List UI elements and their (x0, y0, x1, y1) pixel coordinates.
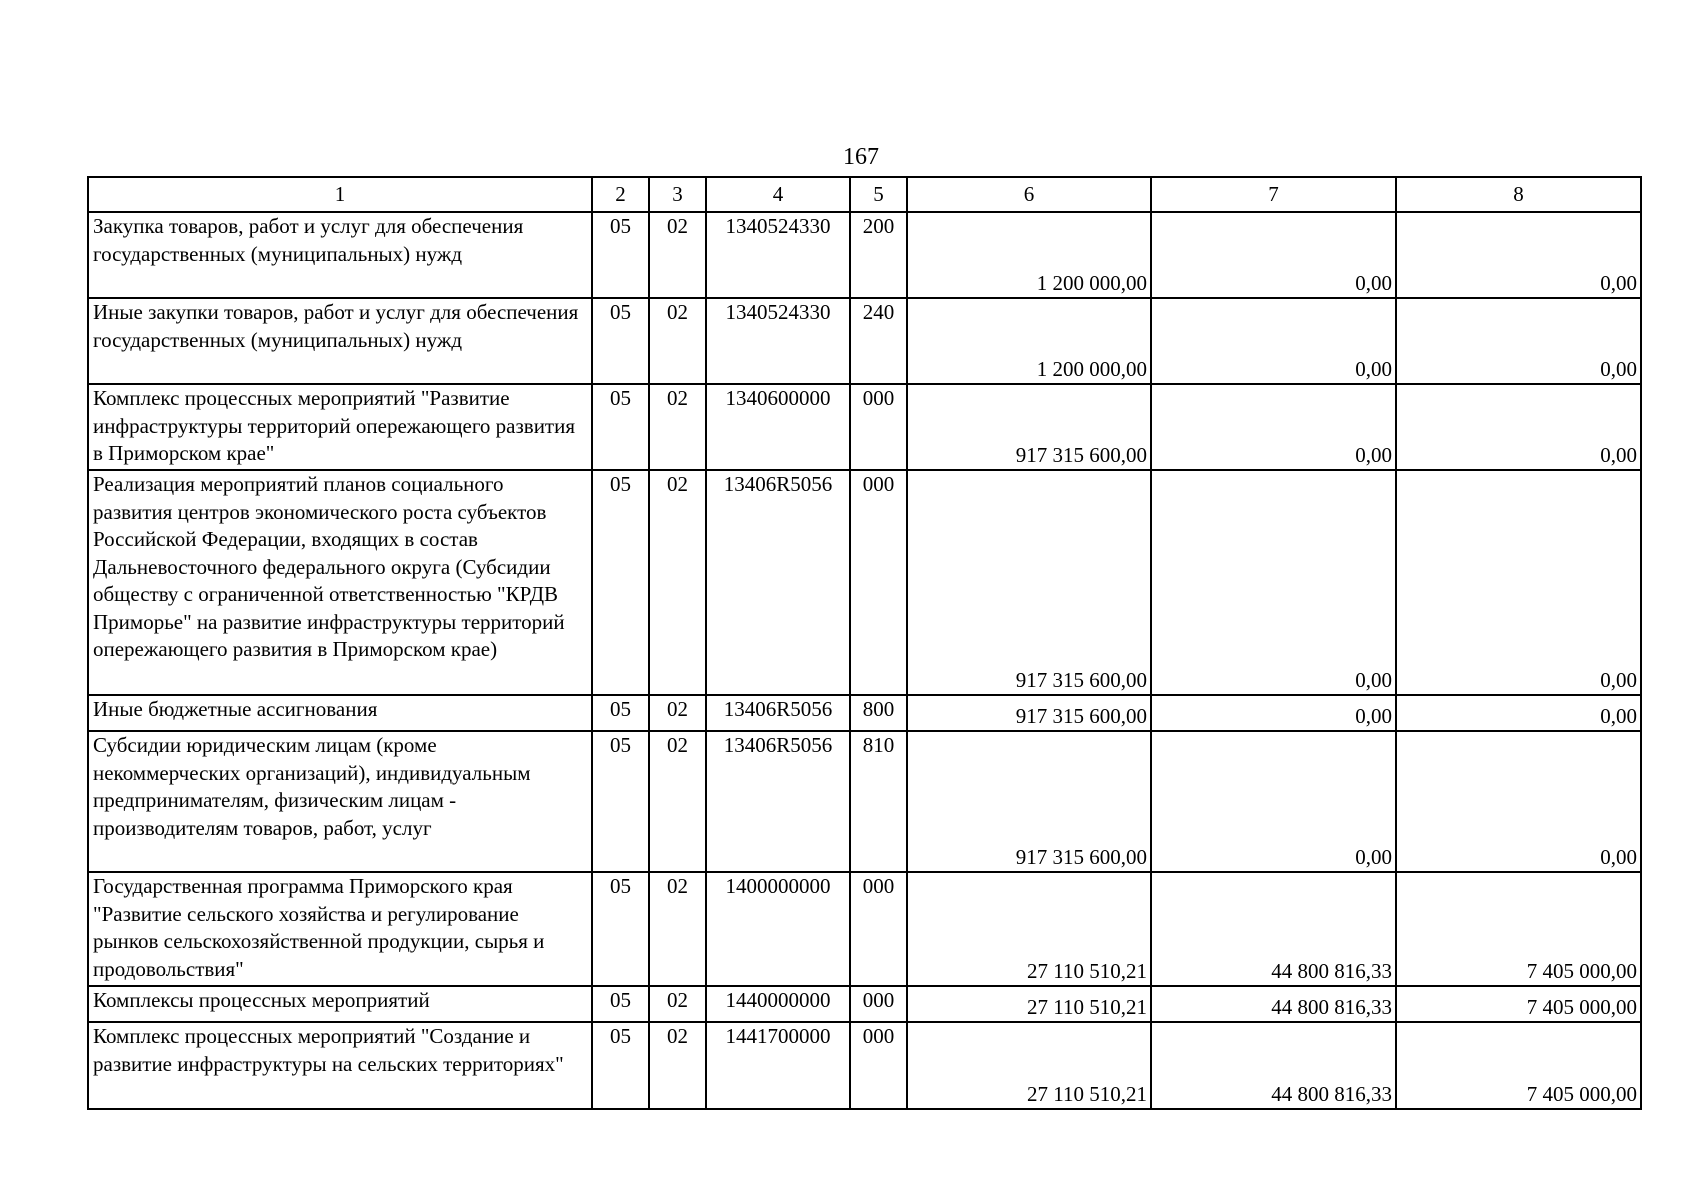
target-article-code: 1440000000 (706, 986, 850, 1022)
row-name: Государственная программа Приморского края "Развитие сельского хозяйства и регулирование рынков сельскохозяйственной продукции, сырья и продовольствия" (88, 872, 592, 986)
target-article-code: 1340524330 (706, 298, 850, 384)
amount-col6: 1 200 000,00 (907, 212, 1151, 298)
amount-col8: 7 405 000,00 (1396, 1022, 1641, 1109)
column-header: 6 (907, 177, 1151, 212)
amount-col7: 0,00 (1151, 384, 1396, 470)
column-header: 1 (88, 177, 592, 212)
column-header: 2 (592, 177, 649, 212)
target-article-code: 13406R5056 (706, 695, 850, 731)
section-code: 05 (592, 1022, 649, 1109)
amount-col8: 0,00 (1396, 298, 1641, 384)
subsection-code: 02 (649, 212, 706, 298)
expense-type-code: 000 (850, 986, 907, 1022)
column-header: 4 (706, 177, 850, 212)
section-code: 05 (592, 872, 649, 986)
amount-col6: 27 110 510,21 (907, 872, 1151, 986)
amount-col7: 44 800 816,33 (1151, 986, 1396, 1022)
amount-col7: 0,00 (1151, 695, 1396, 731)
amount-col6: 917 315 600,00 (907, 470, 1151, 695)
row-name: Реализация мероприятий планов социального развития центров экономического роста субъектов Российской Федерации, входящих в состав Дальневосточного федерального округа (Субсидии обществу с ограниченной ответственностью "КРДВ Приморье" на развитие инфраструктуры территорий опережающего развития в Приморском крае) (88, 470, 592, 695)
target-article-code: 1400000000 (706, 872, 850, 986)
amount-col8: 0,00 (1396, 470, 1641, 695)
budget-table (87, 176, 1642, 1110)
amount-col8: 0,00 (1396, 695, 1641, 731)
row-name: Комплекс процессных мероприятий "Развитие инфраструктуры территорий опережающего развития в Приморском крае" (88, 384, 592, 470)
amount-col8: 7 405 000,00 (1396, 872, 1641, 986)
target-article-code: 1340600000 (706, 384, 850, 470)
expense-type-code: 240 (850, 298, 907, 384)
amount-col7: 44 800 816,33 (1151, 1022, 1396, 1109)
row-name: Комплексы процессных мероприятий (88, 986, 592, 1022)
row-name: Иные закупки товаров, работ и услуг для обеспечения государственных (муниципальных) нужд (88, 298, 592, 384)
subsection-code: 02 (649, 731, 706, 872)
target-article-code: 1340524330 (706, 212, 850, 298)
amount-col7: 0,00 (1151, 298, 1396, 384)
subsection-code: 02 (649, 298, 706, 384)
amount-col6: 917 315 600,00 (907, 695, 1151, 731)
section-code: 05 (592, 731, 649, 872)
table-row (88, 1022, 1641, 1109)
table-row (88, 470, 1641, 695)
page-number: 167 (843, 144, 879, 170)
amount-col7: 44 800 816,33 (1151, 872, 1396, 986)
table-row (88, 695, 1641, 731)
column-header: 3 (649, 177, 706, 212)
table-row (88, 298, 1641, 384)
amount-col6: 1 200 000,00 (907, 298, 1151, 384)
table-row (88, 384, 1641, 470)
expense-type-code: 000 (850, 470, 907, 695)
table-header-row (88, 177, 1641, 212)
section-code: 05 (592, 986, 649, 1022)
amount-col8: 7 405 000,00 (1396, 986, 1641, 1022)
row-name: Субсидии юридическим лицам (кроме некоммерческих организаций), индивидуальным предпринимателям, физическим лицам - производителям товаров, работ, услуг (88, 731, 592, 872)
amount-col8: 0,00 (1396, 384, 1641, 470)
amount-col7: 0,00 (1151, 731, 1396, 872)
table-row (88, 872, 1641, 986)
section-code: 05 (592, 384, 649, 470)
subsection-code: 02 (649, 1022, 706, 1109)
expense-type-code: 800 (850, 695, 907, 731)
row-name: Закупка товаров, работ и услуг для обеспечения государственных (муниципальных) нужд (88, 212, 592, 298)
table-row (88, 731, 1641, 872)
section-code: 05 (592, 212, 649, 298)
column-header: 5 (850, 177, 907, 212)
amount-col7: 0,00 (1151, 470, 1396, 695)
amount-col6: 917 315 600,00 (907, 384, 1151, 470)
subsection-code: 02 (649, 986, 706, 1022)
table-row (88, 212, 1641, 298)
column-header: 8 (1396, 177, 1641, 212)
amount-col8: 0,00 (1396, 212, 1641, 298)
section-code: 05 (592, 298, 649, 384)
expense-type-code: 000 (850, 1022, 907, 1109)
row-name: Иные бюджетные ассигнования (88, 695, 592, 731)
table-row (88, 986, 1641, 1022)
expense-type-code: 810 (850, 731, 907, 872)
target-article-code: 13406R5056 (706, 731, 850, 872)
expense-type-code: 000 (850, 872, 907, 986)
subsection-code: 02 (649, 384, 706, 470)
amount-col6: 27 110 510,21 (907, 1022, 1151, 1109)
amount-col6: 27 110 510,21 (907, 986, 1151, 1022)
section-code: 05 (592, 695, 649, 731)
amount-col6: 917 315 600,00 (907, 731, 1151, 872)
amount-col7: 0,00 (1151, 212, 1396, 298)
target-article-code: 13406R5056 (706, 470, 850, 695)
subsection-code: 02 (649, 695, 706, 731)
subsection-code: 02 (649, 872, 706, 986)
target-article-code: 1441700000 (706, 1022, 850, 1109)
expense-type-code: 200 (850, 212, 907, 298)
row-name: Комплекс процессных мероприятий "Создание и развитие инфраструктуры на сельских территориях" (88, 1022, 592, 1109)
amount-col8: 0,00 (1396, 731, 1641, 872)
column-header: 7 (1151, 177, 1396, 212)
expense-type-code: 000 (850, 384, 907, 470)
section-code: 05 (592, 470, 649, 695)
subsection-code: 02 (649, 470, 706, 695)
